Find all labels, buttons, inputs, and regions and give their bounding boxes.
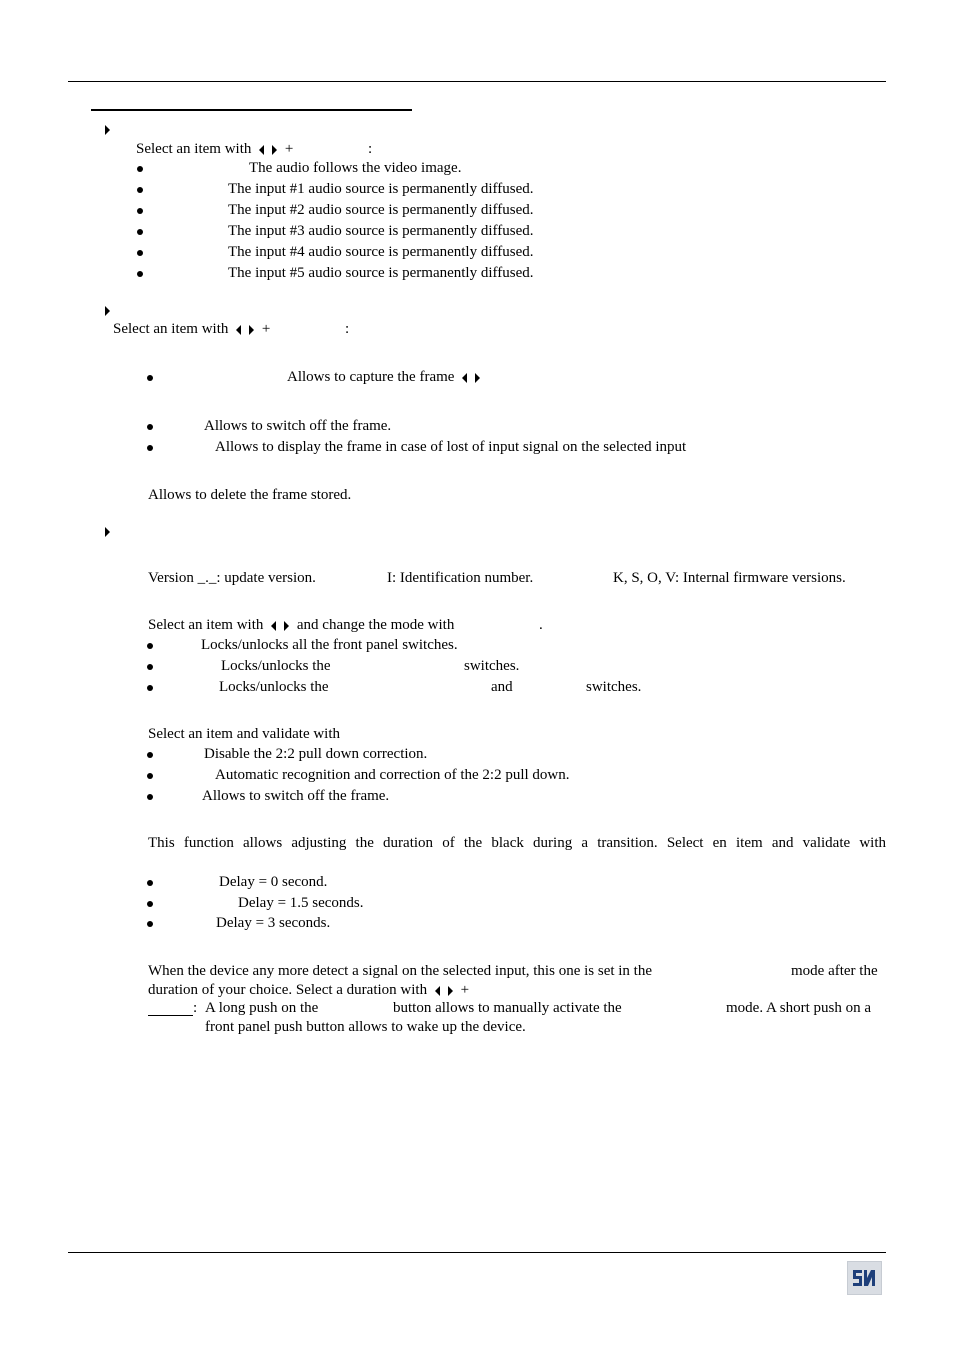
bullet-icon: [147, 445, 153, 451]
right-arrow-icon: [272, 145, 277, 155]
audio-select-plus: +: [284, 141, 294, 157]
left-arrow-icon: [259, 145, 264, 155]
bullet-icon: [137, 187, 143, 193]
audio-item-input1: The input #1 audio source is permanently diffused.: [228, 181, 534, 197]
version-firmware: K, S, O, V: Internal firmware versions.: [613, 570, 846, 586]
pulldown-off: Allows to switch off the frame.: [202, 788, 390, 804]
black-delay-15: Delay = 1.5 seconds.: [238, 895, 364, 911]
audio-item-input3: The input #3 audio source is permanently diffused.: [228, 223, 534, 239]
bullet-icon: [147, 880, 153, 886]
lock-all: Locks/unlocks all the front panel switches.: [201, 637, 458, 653]
right-arrow-icon: [284, 621, 289, 631]
right-arrow-icon: [448, 986, 453, 996]
version-update: Version _._: update version.: [148, 570, 316, 586]
right-arrow-icon: [249, 325, 254, 335]
black-delay-3: Delay = 3 seconds.: [216, 915, 331, 931]
standby-plus: +: [460, 982, 470, 998]
lock-select-suffix: and change the mode with: [296, 617, 455, 633]
bullet-icon: [147, 424, 153, 430]
audio-select-prefix: Select an item with: [136, 141, 252, 157]
frame-switch-off: Allows to switch off the frame.: [204, 418, 392, 434]
audio-item-input2: The input #2 audio source is permanently diffused.: [228, 202, 534, 218]
frame-delete: Allows to delete the frame stored.: [148, 487, 352, 503]
standby-note-a: A long push on the: [205, 1000, 319, 1016]
lock-select-line: [148, 616, 454, 634]
right-arrow-icon: [475, 373, 480, 383]
section-title-underline: [91, 109, 412, 111]
lock-switches-1: switches.: [464, 658, 520, 674]
bullet-icon: [137, 166, 143, 172]
frame-capture-text: Allows to capture the frame: [287, 369, 455, 385]
section-arrow-icon: [105, 125, 110, 135]
bullet-icon: [147, 794, 153, 800]
standby-line1-b: mode after the: [791, 963, 878, 979]
brand-logo-mark: [848, 1262, 881, 1294]
audio-item-input4: The input #4 audio source is permanently diffused.: [228, 244, 534, 260]
frame-select-prefix: Select an item with: [113, 321, 229, 337]
note-underline: [148, 1015, 193, 1016]
bullet-icon: [137, 271, 143, 277]
pulldown-auto: Automatic recognition and correction of the 2:2 pull down.: [215, 767, 570, 783]
footer-rule: [68, 1252, 886, 1253]
audio-select-colon: :: [368, 141, 373, 157]
black-description: This function allows adjusting the duration of the black during a transition. Select en item and validate with: [148, 835, 886, 851]
lock-select-period: .: [539, 617, 543, 633]
standby-line2: [148, 981, 469, 999]
pulldown-disable: Disable the 2:2 pull down correction.: [204, 746, 428, 762]
bullet-icon: [137, 229, 143, 235]
standby-note-d: front panel push button allows to wake up the device.: [205, 1019, 526, 1035]
section-arrow-icon: [105, 527, 110, 537]
standby-note-b: button allows to manually activate the: [393, 1000, 622, 1016]
frame-select-colon: :: [345, 321, 350, 337]
standby-line1-a: When the device any more detect a signal on the selected input, this one is set in the: [148, 963, 653, 979]
frame-select-line: [113, 320, 270, 338]
audio-select-line: [136, 140, 293, 158]
bullet-icon: [147, 375, 153, 381]
left-arrow-icon: [435, 986, 440, 996]
audio-item-input5: The input #5 audio source is permanently diffused.: [228, 265, 534, 281]
frame-display-lost: Allows to display the frame in case of lost of input signal on the selected input: [215, 439, 687, 455]
audio-item-follow: The audio follows the video image.: [249, 160, 462, 176]
standby-note-c: mode. A short push on a: [726, 1000, 871, 1016]
lock-and: and: [491, 679, 513, 695]
bullet-icon: [147, 664, 153, 670]
bullet-icon: [147, 921, 153, 927]
standby-line2-text: duration of your choice. Select a duration with: [148, 982, 428, 998]
left-arrow-icon: [236, 325, 241, 335]
lock-select-prefix: Select an item with: [148, 617, 264, 633]
bullet-icon: [147, 752, 153, 758]
left-arrow-icon: [271, 621, 276, 631]
header-rule: [68, 81, 886, 82]
lock-the-2: Locks/unlocks the: [219, 679, 329, 695]
lock-switches-2: switches.: [586, 679, 642, 695]
bullet-icon: [147, 685, 153, 691]
lock-the-1: Locks/unlocks the: [221, 658, 331, 674]
section-arrow-icon: [105, 306, 110, 316]
bullet-icon: [137, 208, 143, 214]
pulldown-select: Select an item and validate with: [148, 726, 341, 742]
bullet-icon: [137, 250, 143, 256]
frame-capture-line: [287, 368, 484, 386]
bullet-icon: [147, 643, 153, 649]
frame-select-plus: +: [261, 321, 271, 337]
left-arrow-icon: [462, 373, 467, 383]
standby-note-colon: :: [193, 1000, 198, 1016]
bullet-icon: [147, 773, 153, 779]
bullet-icon: [147, 901, 153, 907]
brand-logo: [847, 1261, 882, 1295]
version-ident: I: Identification number.: [387, 570, 534, 586]
black-delay-0: Delay = 0 second.: [219, 874, 328, 890]
